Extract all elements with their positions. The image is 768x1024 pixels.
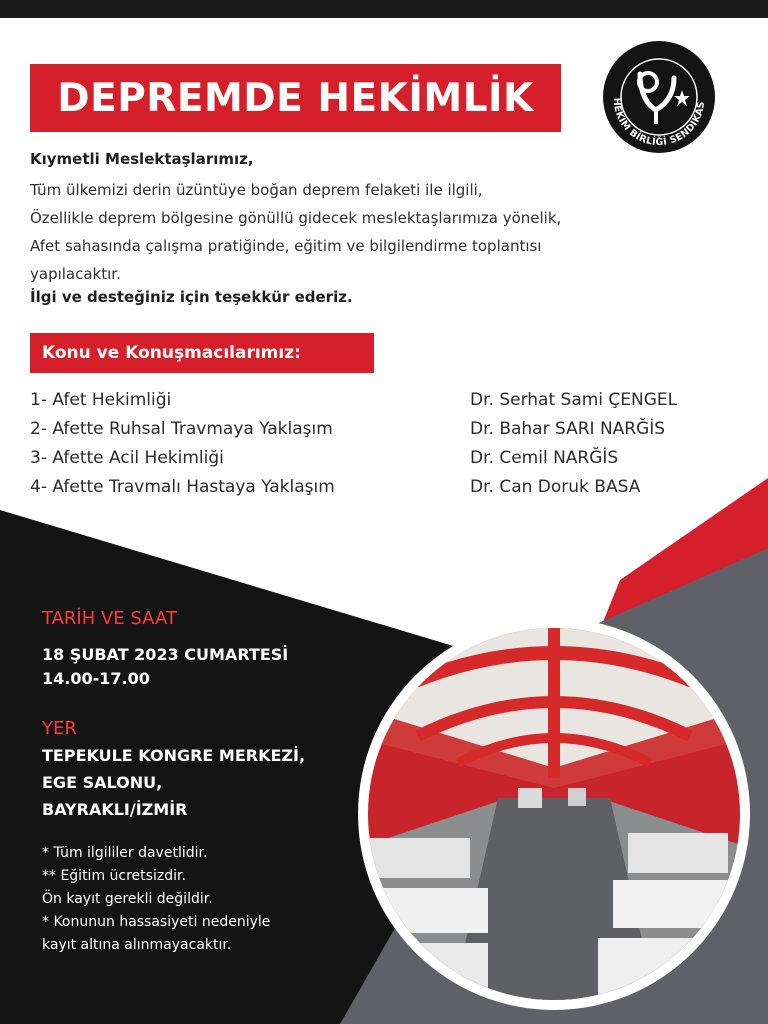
top-bar: [0, 0, 768, 18]
date-heading: TARİH VE SAAT: [42, 608, 177, 629]
page-title: DEPREMDE HEKİMLİK: [30, 64, 561, 132]
note-line: * Konunun hassasiyeti nedeniyle: [42, 914, 271, 930]
intro-line: Tüm ülkemizi derin üzüntüye boğan deprem felaketi ile ilgili,: [30, 181, 483, 199]
intro-line: yapılacaktır.: [30, 265, 121, 283]
event-time: 14.00-17.00: [42, 669, 150, 688]
place-line: TEPEKULE KONGRE MERKEZİ,: [42, 746, 306, 765]
topic-item: 2- Afette Ruhsal Travmaya Yaklaşım: [30, 419, 333, 439]
logo-text: HEKİM BİRLİĞİ SENDİKAS: [610, 97, 708, 149]
intro-line: Özellikle deprem bölgesine gönüllü gidecek meslektaşlarımıza yönelik,: [30, 209, 562, 227]
place-line: BAYRAKLI/İZMİR: [42, 800, 188, 819]
place-heading: YER: [42, 718, 77, 739]
topics-heading: Konu ve Konuşmacılarımız:: [30, 333, 374, 373]
speakers-list: [470, 386, 760, 502]
place-line: EGE SALONU,: [42, 773, 163, 792]
speaker-item: Dr. Cemil NARĞİS: [470, 448, 619, 468]
event-place: [42, 742, 305, 823]
topic-item: 3- Afette Acil Hekimliği: [30, 448, 224, 468]
note-line: Ön kayıt gerekli değildir.: [42, 891, 213, 907]
speaker-item: Dr. Bahar SARI NARĞİS: [470, 419, 666, 439]
topics-list: [30, 386, 470, 502]
speaker-item: Dr. Serhat Sami ÇENGEL: [470, 390, 678, 410]
greeting: Kıymetli Meslektaşlarımız,: [30, 150, 254, 168]
union-logo: [596, 34, 722, 160]
topic-item: 4- Afette Travmalı Hastaya Yaklaşım: [30, 477, 335, 497]
note-line: kayıt altına alınmayacaktır.: [42, 937, 232, 953]
field-hospital-tent-image: [358, 618, 750, 1010]
event-date-time: [42, 643, 288, 691]
notes: [42, 842, 270, 957]
intro-paragraph: [30, 176, 750, 288]
intro-line: Afet sahasında çalışma pratiğinde, eğitim ve bilgilendirme toplantısı: [30, 237, 542, 255]
speaker-item: Dr. Can Doruk BASA: [470, 477, 641, 497]
note-line: * Tüm ilgililer davetlidir.: [42, 845, 208, 861]
event-date: 18 ŞUBAT 2023 CUMARTESİ: [42, 645, 289, 664]
note-line: ** Eğitim ücretsizdir.: [42, 868, 186, 884]
thanks-text: İlgi ve desteğiniz için teşekkür ederiz.: [30, 288, 353, 306]
topic-item: 1- Afet Hekimliği: [30, 390, 172, 410]
